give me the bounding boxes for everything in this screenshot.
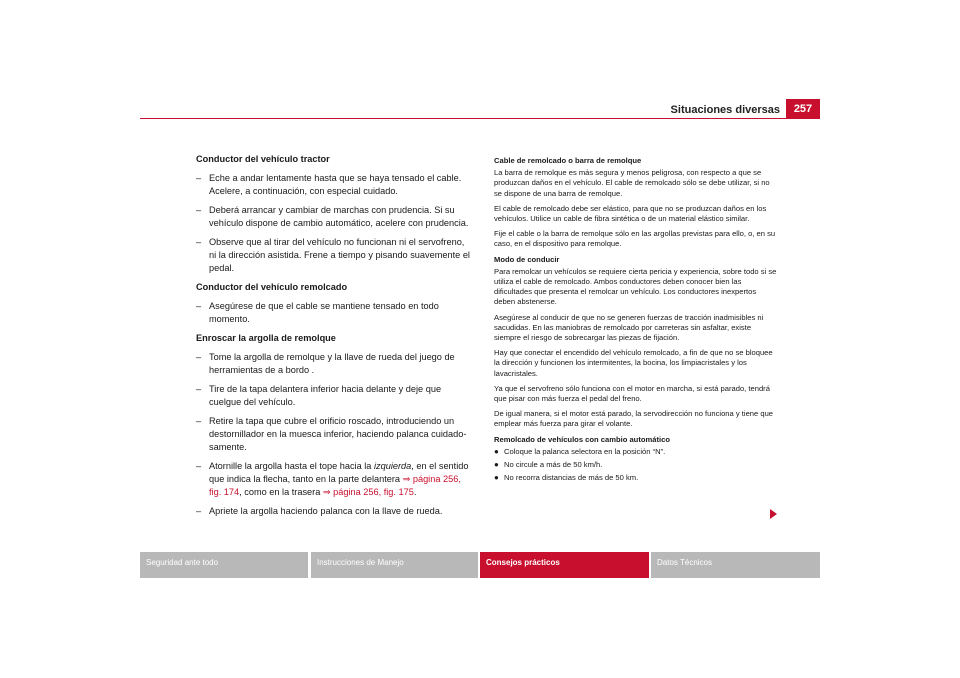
list-item [196,300,471,326]
bullet-icon: ● [494,460,499,470]
section-title-automatic: Remolcado de vehículos con cambio automático [494,434,670,444]
text-run: , como en la trasera [239,487,323,497]
header-divider [140,118,820,119]
section-title-towing-eye: Enroscar la argolla de remolque [196,333,336,343]
list-item-text: Retire la tapa que cubre el orificio roscado, introduciendo un destornillador en la muesca inferior, haciendo palanca cuidadosamente. [209,416,467,452]
paragraph: El cable de remolcado debe ser elástico, para que no se produzcan daños en los vehículos. Utilice un cable de fibra sintética o de un material elástico similar. [494,203,767,224]
cross-reference-link[interactable]: ⇒ página 256, fig. 174 [209,474,461,497]
section-title-tractor: Conductor del vehículo tractor [196,154,330,164]
list-item-text: Tome la argolla de remolque y la llave de rueda del juego de herramientas de a bordo . [209,352,455,375]
page-number: 257 [786,99,820,118]
right-column [494,156,777,486]
bullet-icon: ● [494,473,499,483]
list-item-text: Observe que al tirar del vehículo no funcionan ni el servofreno, ni la dirección asistida. Frene a tiempo y pisando suavemente el pedal. [209,237,470,273]
paragraph: Asegúrese al conducir de que no se generen fuerzas de tracción inadmisibles ni sacudidas. En las maniobras de remolcado por carreteras sin asfaltar, existe siempre el riesgo de sobrecargar las piezas de fijación. [494,312,764,343]
dash-marker: – [196,461,202,471]
list-item-text [209,461,468,497]
list-item [196,236,471,275]
left-column [196,153,471,524]
paragraph: Ya que el servofreno sólo funciona con el motor en marcha, si está parado, tendrá que pisar con más fuerza el pedal del freno. [494,383,770,404]
dash-marker: – [196,506,202,516]
list-item-text: Eche a andar lentamente hasta que se haya tensado el cable. Acelere, a continuación, con especial cuidado. [209,173,462,196]
arrow-right-icon[interactable] [770,509,777,519]
section-title-towed: Conductor del vehículo remolcado [196,282,348,292]
bullet-item [494,460,777,470]
bullet-item [494,447,777,457]
text-run: Atornille la argolla hasta el tope hacia la [209,461,374,471]
cross-reference-link[interactable]: ⇒ página 256, fig. 175 [322,487,414,497]
paragraph: De igual manera, si el motor está parado, la servodirección no funciona y tiene que emplear más fuerza para girar el volante. [494,409,774,429]
bullet-text: Coloque la palanca selectora en la posición “N”. [504,446,666,456]
paragraph: Hay que conectar el encendido del vehículo remolcado, a fin de que no se bloquee la dirección y funcionen los intermitentes, la bocina, los limpiacristales y los lavacristales. [494,348,773,378]
dash-marker: – [196,416,202,426]
emphasis-text: izquierda [373,461,412,471]
dash-marker: – [196,205,202,215]
dash-marker: – [196,237,202,247]
section-title-driving: Modo de conducir [494,254,560,264]
list-item [196,172,471,198]
text-run: . [413,487,417,497]
footer-tab-practical-tips[interactable]: Consejos prácticos [480,552,649,578]
list-item [196,204,471,230]
dash-marker: – [196,301,202,311]
paragraph: Para remolcar un vehículos se requiere cierta pericia y experiencia, sobre todo si se utiliza el cable de remolcado. Ambos conductores deben conocer bien las dificultades que presenta el remolcar un vehículo. Los conductores inexpertos deben abstenerse. [494,266,777,307]
paragraph: La barra de remolque es más segura y menos peligrosa, con respecto a que se produzcan daños en el vehículo. El cable de remolcado sólo se debe utilizar, si no se dispone de una barra de remolque. [494,168,770,198]
bullet-text: No recorra distancias de más de 50 km. [504,473,639,483]
list-item [196,505,471,518]
footer-tab-operating-instructions[interactable]: Instrucciones de Manejo [311,552,478,578]
list-item-text: Apriete la argolla haciendo palanca con la llave de rueda. [209,506,443,516]
dash-marker: – [196,352,202,362]
list-item [196,383,471,409]
dash-marker: – [196,384,202,394]
list-item-text: Deberá arrancar y cambiar de marchas con prudencia. Si su vehículo dispone de cambio automático, acelere con prudencia. [209,205,469,228]
dash-marker: – [196,173,202,183]
footer-tab-technical-data[interactable]: Datos Técnicos [651,552,820,578]
list-item [196,351,471,377]
page-section-title: Situaciones diversas [670,104,780,116]
text-run: , en el sentido que indica la flecha, tanto en la parte delantera [209,461,469,484]
section-title-cable: Cable de remolcado o barra de remolque [494,156,642,165]
paragraph: Fije el cable o la barra de remolque sólo en las argollas previstas para ello, o, en su caso, en el dispositivo para remolque. [494,229,776,249]
bullet-item [494,473,777,483]
list-item [196,460,471,499]
list-item-text: Asegúrese de que el cable se mantiene tensado en todo momento. [209,301,439,324]
list-item [196,415,471,454]
footer-tab-safety[interactable]: Seguridad ante todo [140,552,308,578]
list-item-text: Tire de la tapa delantera inferior hacia delante y deje que cuelgue del vehículo. [209,384,442,407]
bullet-text: No circule a más de 50 km/h. [504,460,603,470]
bullet-icon: ● [494,446,499,456]
